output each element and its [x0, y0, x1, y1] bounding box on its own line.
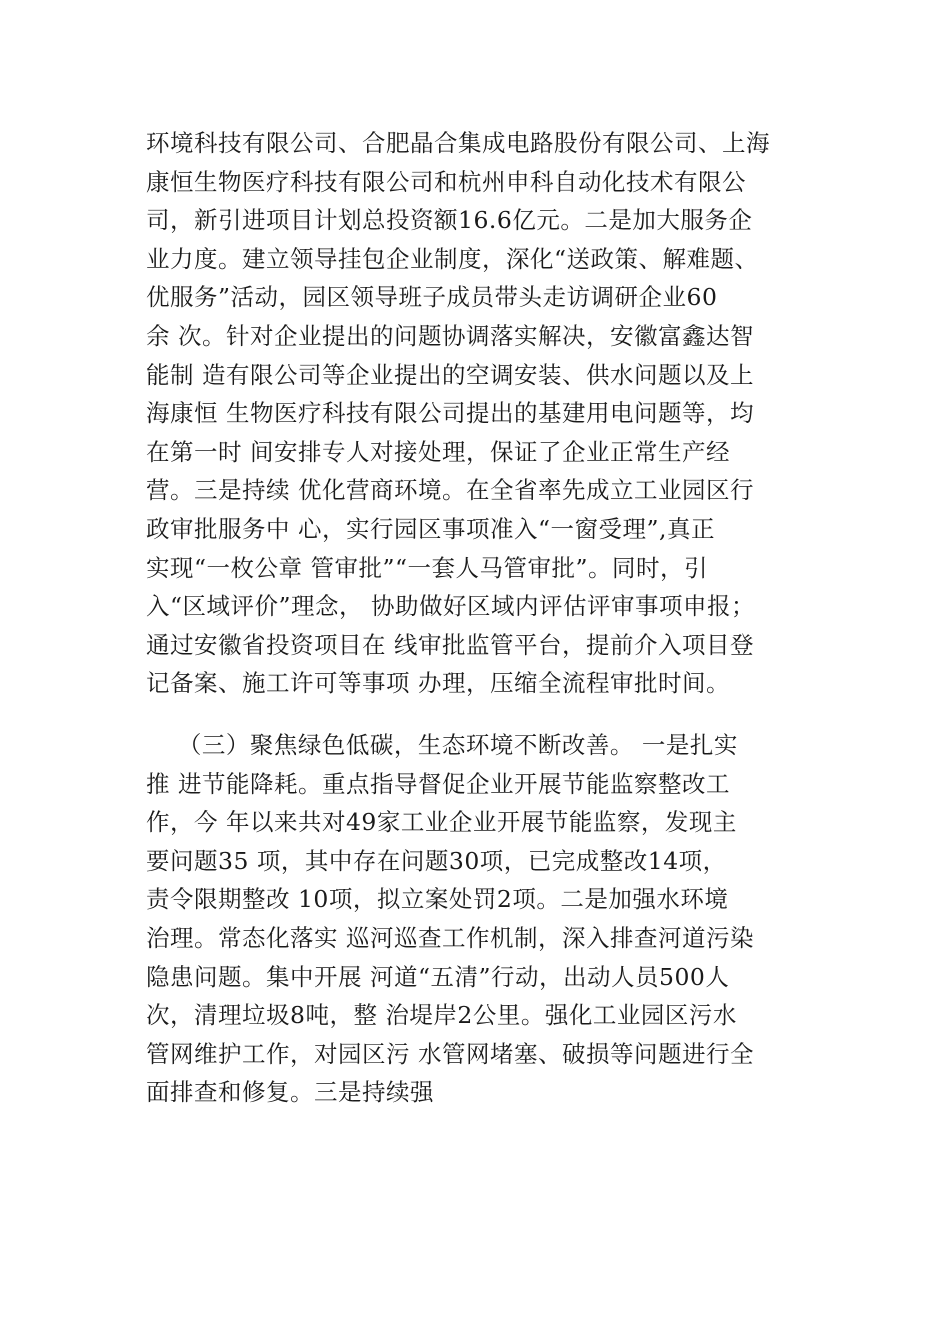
text-line: 环境科技有限公司、合肥晶合集成电路股份有限公司、上海	[146, 129, 770, 157]
paragraph-1	[146, 124, 826, 703]
text-line: 实现“一枚公章 管审批”“一套人马管审批”。同时，引	[146, 553, 709, 582]
text-line: 责令限期整改 10项，拟立案处罚2项。二是加强水环境	[146, 885, 729, 914]
text-line: 面排查和修复。三是持续强	[146, 1078, 434, 1107]
text-line: 隐患问题。集中开展 河道“五清”行动，出动人员500人	[146, 962, 730, 991]
text-line: 推 进节能降耗。重点指导督促企业开展节能监察整改工	[146, 769, 730, 798]
text-line: 司，新引进项目计划总投资额16.6亿元。二是加大服务企	[146, 206, 753, 235]
text-line: 要问题35 项，其中存在问题30项，已完成整改14项，	[146, 846, 727, 875]
text-line: 优服务”活动，园区领导班子成员带头走访调研企业60	[146, 283, 718, 312]
text-line: 海康恒 生物医疗科技有限公司提出的基建用电问题等，均	[146, 399, 754, 428]
text-line: 治理。常态化落实 巡河巡查工作机制，深入排查河道污染	[146, 923, 754, 952]
text-line: 政审批服务中 心，实行园区事项准入“一窗受理”,真正	[146, 514, 715, 543]
text-line: 记备案、施工许可等事项 办理，压缩全流程审批时间。	[146, 669, 730, 698]
text-line: 业力度。建立领导挂包企业制度，深化“送政策、解难题、	[146, 244, 759, 273]
text-line: 次，清理垃圾8吨，整 治堤岸2公里。强化工业园区污水	[146, 1001, 737, 1030]
text-line: 管网维护工作，对园区污 水管网堵塞、破损等问题进行全	[146, 1039, 754, 1068]
paragraph-2	[146, 726, 826, 1112]
text-line: 能制 造有限公司等企业提出的空调安装、供水问题以及上	[146, 360, 754, 389]
text-line: 康恒生物医疗科技有限公司和杭州申科自动化技术有限公	[146, 167, 746, 196]
text-line: 入“区域评价”理念， 协助做好区域内评估评审事项申报；	[146, 592, 755, 621]
text-line: 作，今 年以来共对49家工业企业开展节能监察，发现主	[146, 808, 737, 837]
text-line: （三）聚焦绿色低碳，生态环境不断改善。 一是扎实	[146, 731, 738, 759]
text-line: 营。三是持续 优化营商环境。在全省率先成立工业园区行	[146, 476, 754, 505]
text-line: 通过安徽省投资项目在 线审批监管平台，提前介入项目登	[146, 630, 754, 659]
text-line: 在第一时 间安排专人对接处理，保证了企业正常生产经	[146, 437, 730, 466]
text-line: 余 次。针对企业提出的问题协调落实解决，安徽富鑫达智	[146, 321, 754, 350]
